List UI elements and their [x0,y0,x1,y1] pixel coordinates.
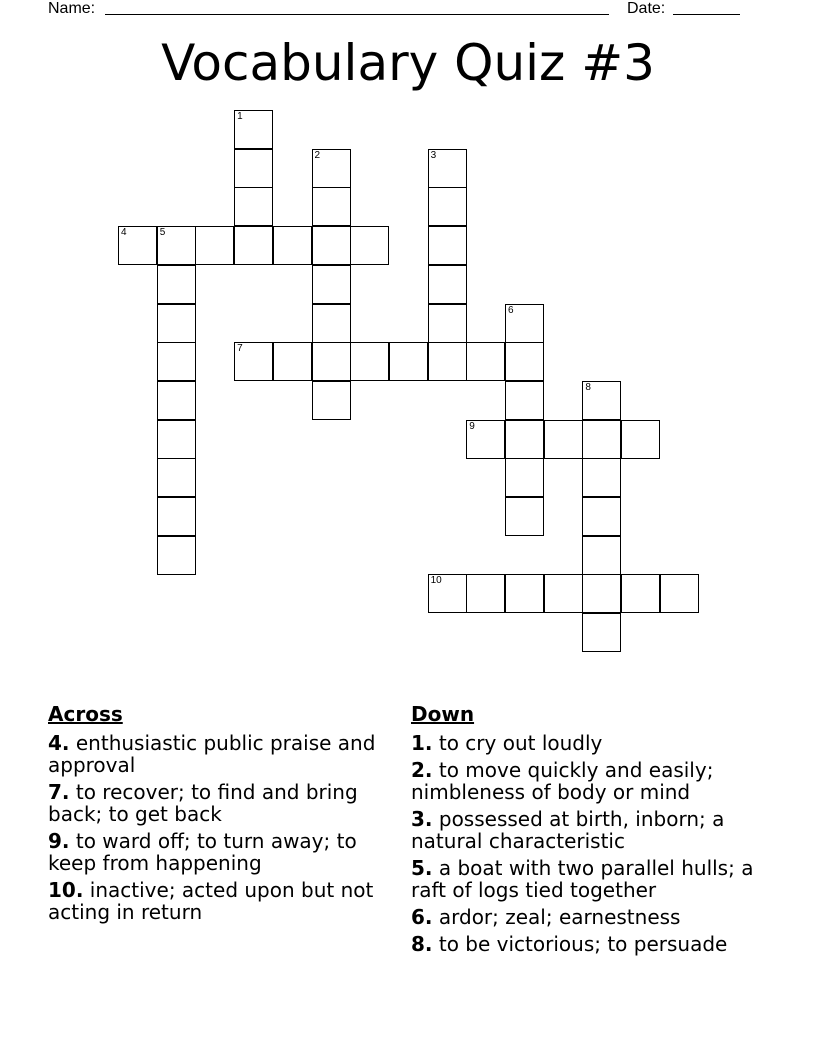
grid-cell[interactable] [157,420,196,459]
grid-cell[interactable] [544,574,583,613]
grid-cell[interactable] [505,304,544,343]
clue-text: ardor; zeal; earnestness [438,905,681,929]
grid-cell[interactable] [582,420,621,459]
grid-cell[interactable] [505,458,544,497]
down-clues [411,702,771,960]
grid-cell[interactable] [582,613,621,652]
grid-cell[interactable] [582,381,621,420]
grid-cell[interactable] [312,304,351,343]
grid-cell[interactable] [428,342,467,381]
clue-number-label: 4 [121,227,127,239]
grid-cell[interactable] [157,381,196,420]
clue-text: a boat with two parallel hulls; a raft of logs tied together [411,856,754,902]
grid-cell[interactable] [234,110,273,149]
clue-number: 10. [48,878,84,902]
across-heading: Across [48,702,123,726]
page-title: Vocabulary Quiz #3 [161,34,655,92]
grid-cell[interactable] [428,149,467,188]
grid-cell[interactable] [312,187,351,226]
grid-cell[interactable] [350,342,389,381]
across-clues [48,702,398,928]
down-clue [411,759,771,803]
grid-cell[interactable] [505,342,544,381]
clue-number-label: 2 [314,149,321,161]
grid-cell[interactable] [273,342,312,381]
clue-number-label: 9 [469,420,475,432]
across-clue [48,879,398,923]
grid-cell[interactable] [157,226,196,265]
grid-cell[interactable] [505,381,544,420]
clue-number: 1. [411,731,433,755]
grid-cell[interactable] [466,420,505,459]
clue-text: to recover; to find and bring back; to get back [48,780,358,826]
down-clue [411,857,771,901]
clue-text: to move quickly and easily; nimbleness of body or mind [411,758,714,804]
clue-number: 6. [411,905,433,929]
grid-cell[interactable] [234,149,273,188]
grid-cell[interactable] [312,226,351,265]
clue-text: to ward off; to turn away; to keep from happening [48,829,357,875]
grid-cell[interactable] [195,226,234,265]
grid-cell[interactable] [660,574,699,613]
grid-cell[interactable] [582,574,621,613]
grid-cell[interactable] [505,420,544,459]
clue-text: enthusiastic public praise and approval [48,731,376,777]
grid-cell[interactable] [234,187,273,226]
grid-cell[interactable] [157,342,196,381]
grid-cell[interactable] [273,226,312,265]
grid-cell[interactable] [621,420,660,459]
clue-number-label: 8 [585,381,591,393]
grid-cell[interactable] [466,342,505,381]
grid-cell[interactable] [582,497,621,536]
clue-number: 5. [411,856,433,880]
grid-cell[interactable] [621,574,660,613]
clue-text: to cry out loudly [438,731,603,755]
clue-number: 8. [411,932,433,956]
grid-cell[interactable] [544,420,583,459]
grid-cell[interactable] [582,458,621,497]
grid-cell[interactable] [428,187,467,226]
clue-text: to be victorious; to persuade [438,932,728,956]
down-clue [411,732,771,754]
clue-number-label: 10 [430,575,442,587]
grid-cell[interactable] [118,226,157,265]
clue-number: 2. [411,758,433,782]
grid-cell[interactable] [234,342,273,381]
grid-cell[interactable] [505,574,544,613]
name-label: Name: [48,0,96,17]
down-clue [411,933,771,955]
grid-cell[interactable] [428,574,467,613]
grid-cell[interactable] [312,342,351,381]
grid-cell[interactable] [312,381,351,420]
grid-cell[interactable] [582,536,621,575]
clue-text: possessed at birth, inborn; a natural characteristic [411,807,725,853]
grid-cell[interactable] [234,226,273,265]
grid-cell[interactable] [350,226,389,265]
grid-cell[interactable] [157,497,196,536]
clue-number-label: 1 [237,111,243,122]
clue-number: 3. [411,807,433,831]
grid-cell[interactable] [428,265,467,304]
grid-cell[interactable] [312,149,351,188]
across-clue [48,732,398,776]
clue-number-label: 3 [430,149,437,161]
grid-cell[interactable] [157,265,196,304]
grid-cell[interactable] [157,304,196,343]
grid-cell[interactable] [428,304,467,343]
clue-number-label: 6 [508,304,514,316]
across-clue [48,781,398,825]
grid-cell[interactable] [157,536,196,575]
clue-text: inactive; acted upon but not acting in return [48,878,374,924]
grid-cell[interactable] [389,342,428,381]
down-clue [411,906,771,928]
across-clue [48,830,398,874]
grid-cell[interactable] [466,574,505,613]
down-clue [411,808,771,852]
date-label: Date: [627,0,666,17]
clue-number-label: 7 [237,343,243,355]
clue-number: 7. [48,780,70,804]
clue-number: 9. [48,829,70,853]
grid-cell[interactable] [505,497,544,536]
grid-cell[interactable] [428,226,467,265]
clue-number: 4. [48,731,70,755]
down-heading: Down [411,702,475,726]
grid-cell[interactable] [157,458,196,497]
clue-number-label: 5 [159,227,166,239]
grid-cell[interactable] [312,265,351,304]
